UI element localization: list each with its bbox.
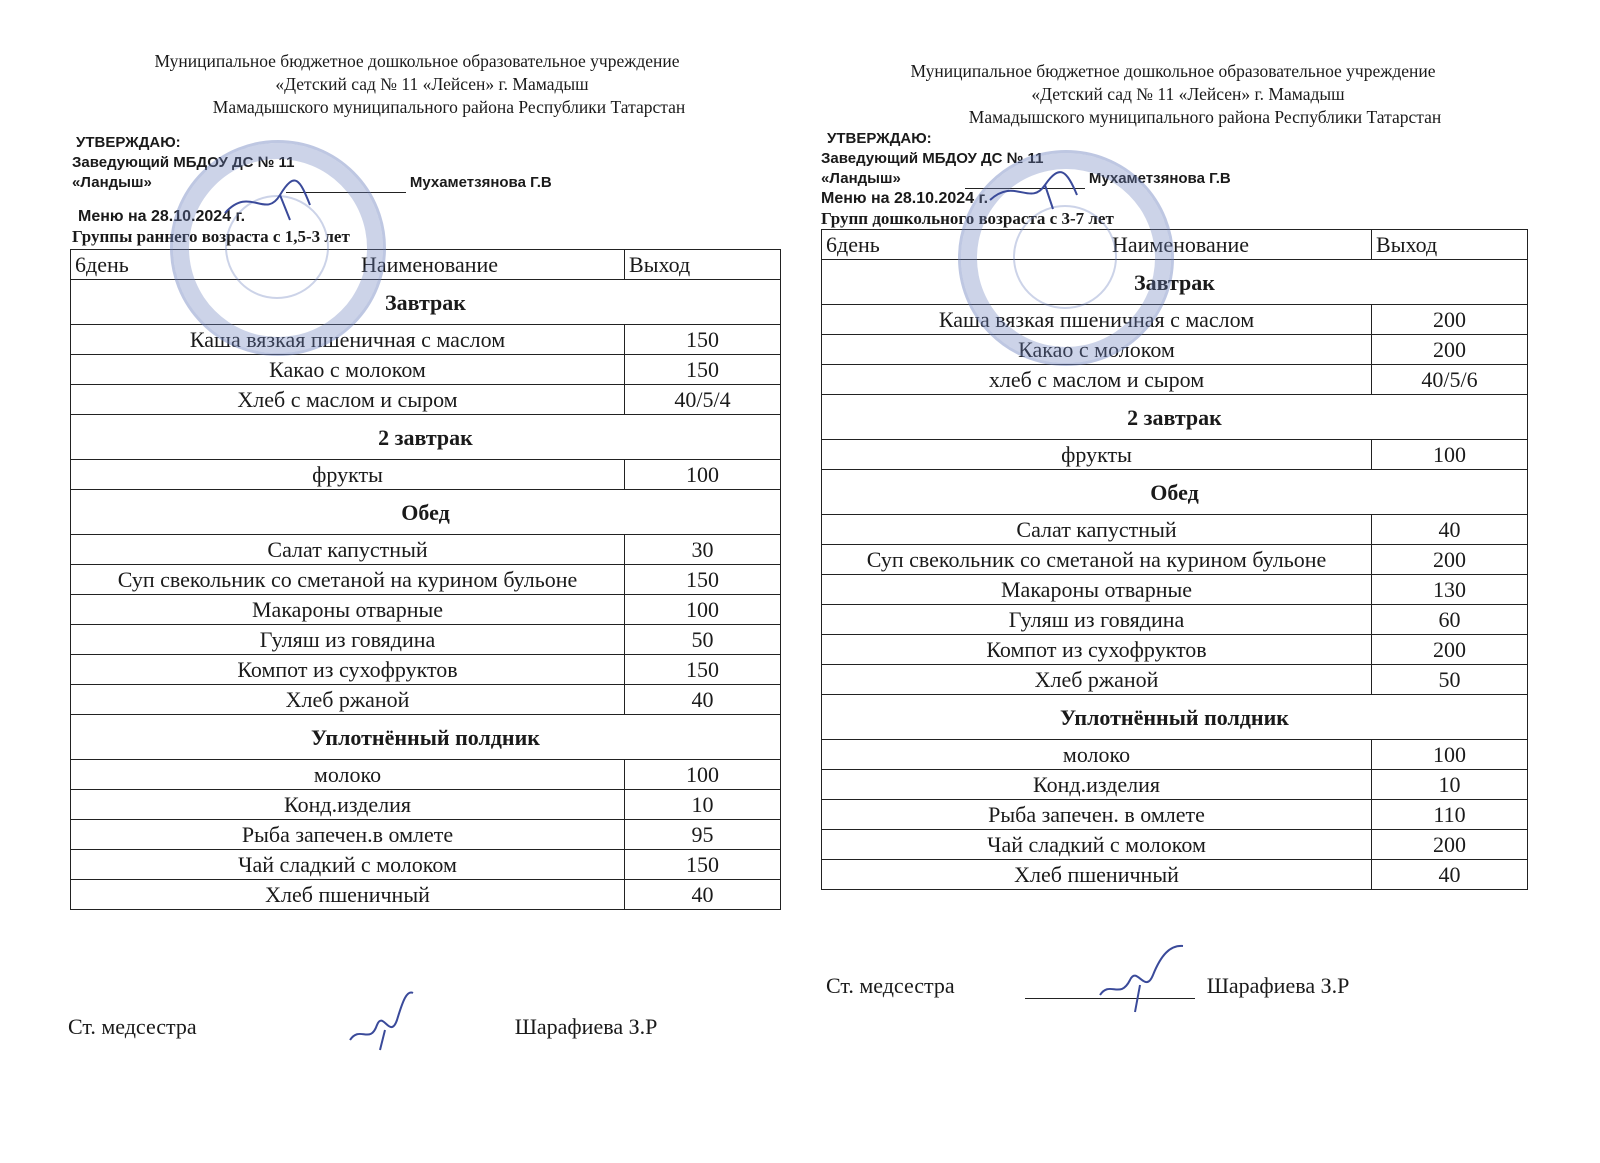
approve-position-block xyxy=(817,149,1529,189)
dish-name: Макароны отварные xyxy=(71,595,625,625)
dish-output: 60 xyxy=(1372,605,1528,635)
section-row xyxy=(71,715,781,760)
dish-name: Хлеб пшеничный xyxy=(71,880,625,910)
table-header-row xyxy=(71,250,781,280)
approve-head-name: Мухаметзянова Г.В xyxy=(1088,170,1231,187)
org-header xyxy=(64,50,770,119)
dish-output: 40 xyxy=(1372,515,1528,545)
dish-name: Компот из сухофруктов xyxy=(822,635,1372,665)
org-line-1: Муниципальное бюджетное дошкольное образовательное учреждение xyxy=(910,61,1436,81)
org-line-3: Мамадышского муниципального района Республики Татарстан xyxy=(212,97,686,117)
menu-page-early xyxy=(64,0,770,910)
table-row xyxy=(71,535,781,565)
dish-output: 200 xyxy=(1372,635,1528,665)
dish-output: 200 xyxy=(1372,830,1528,860)
dish-output: 50 xyxy=(1372,665,1528,695)
dish-name: Чай сладкий с молоком xyxy=(71,850,625,880)
dish-name: Хлеб пшеничный xyxy=(822,860,1372,890)
table-row xyxy=(822,545,1528,575)
dish-output: 95 xyxy=(625,820,781,850)
table-row xyxy=(822,335,1528,365)
dish-output: 130 xyxy=(1372,575,1528,605)
dish-output: 150 xyxy=(625,355,781,385)
table-row xyxy=(822,860,1528,890)
table-row xyxy=(822,740,1528,770)
dish-output: 40 xyxy=(625,685,781,715)
table-row xyxy=(822,665,1528,695)
org-line-2: «Детский сад № 11 «Лейсен» г. Мамадыш xyxy=(275,74,589,94)
dish-output: 200 xyxy=(1372,545,1528,575)
menu-date: Меню на 28.10.2024 г. xyxy=(78,208,246,225)
table-row xyxy=(71,760,781,790)
header-day: 6день Наименование xyxy=(822,230,1372,260)
approve-position: Заведующий МБДОУ ДС № 11 xyxy=(821,150,1044,167)
table-row xyxy=(71,565,781,595)
approve-org-name: «Ландыш» xyxy=(821,170,901,187)
table-header-row xyxy=(822,230,1528,260)
menu-group: Группы раннего возраста с 1,5-3 лет xyxy=(72,227,350,246)
dish-output: 100 xyxy=(1372,740,1528,770)
dish-name: Макароны отварные xyxy=(822,575,1372,605)
dish-output: 150 xyxy=(625,565,781,595)
menu-group: Групп дошкольного возраста с 3-7 лет xyxy=(821,209,1114,228)
dish-name: хлеб с маслом и сыром xyxy=(822,365,1372,395)
footer-role: Ст. медсестра xyxy=(826,973,955,998)
table-row xyxy=(71,685,781,715)
menu-page-preschool xyxy=(817,0,1529,890)
section-row xyxy=(822,695,1528,740)
dish-name: молоко xyxy=(71,760,625,790)
menu-table xyxy=(821,229,1528,890)
org-line-2: «Детский сад № 11 «Лейсен» г. Мамадыш xyxy=(1031,84,1345,104)
table-row xyxy=(822,305,1528,335)
section-row xyxy=(71,415,781,460)
header-name: Наименование xyxy=(1112,232,1250,257)
dish-name: Гуляш из говядина xyxy=(71,625,625,655)
table-row xyxy=(822,365,1528,395)
approve-position: Заведующий МБДОУ ДС № 11 xyxy=(72,154,295,171)
table-row xyxy=(71,820,781,850)
dish-output: 100 xyxy=(1372,440,1528,470)
approve-title: УТВЕРЖДАЮ: xyxy=(827,130,932,147)
section-title: Уплотнённый полдник xyxy=(71,715,781,760)
section-title: Завтрак xyxy=(71,280,781,325)
dish-name: Конд.изделия xyxy=(71,790,625,820)
dish-name: Салат капустный xyxy=(71,535,625,565)
menu-date: Меню на 28.10.2024 г. xyxy=(821,190,989,207)
footer-left xyxy=(68,1014,657,1040)
dish-output: 10 xyxy=(625,790,781,820)
approve-title: УТВЕРЖДАЮ: xyxy=(76,134,181,151)
table-row xyxy=(822,635,1528,665)
dish-name: Какао с молоком xyxy=(71,355,625,385)
header-day: 6день Наименование xyxy=(71,250,625,280)
dish-output: 40 xyxy=(1372,860,1528,890)
table-row xyxy=(822,605,1528,635)
dish-name: Хлеб ржаной xyxy=(822,665,1372,695)
dish-name: Какао с молоком xyxy=(822,335,1372,365)
dish-output: 10 xyxy=(1372,770,1528,800)
org-header xyxy=(817,60,1529,129)
dish-name: Компот из сухофруктов xyxy=(71,655,625,685)
approve-block xyxy=(817,129,1529,149)
table-row xyxy=(822,515,1528,545)
footer-name: Шарафиева З.Р xyxy=(1206,973,1350,998)
section-row xyxy=(822,395,1528,440)
signature-line xyxy=(286,178,406,193)
dish-name: Гуляш из говядина xyxy=(822,605,1372,635)
section-title: Завтрак xyxy=(822,260,1528,305)
section-title: Уплотнённый полдник xyxy=(822,695,1528,740)
table-row xyxy=(71,595,781,625)
dish-name: Чай сладкий с молоком xyxy=(822,830,1372,860)
dish-output: 150 xyxy=(625,850,781,880)
section-row xyxy=(71,280,781,325)
org-line-3: Мамадышского муниципального района Республики Татарстан xyxy=(968,107,1442,127)
header-out: Выход xyxy=(1372,230,1528,260)
approve-position-block xyxy=(64,153,770,193)
footer-right xyxy=(826,973,1349,999)
table-row xyxy=(71,880,781,910)
dish-output: 100 xyxy=(625,595,781,625)
dish-output: 100 xyxy=(625,760,781,790)
table-row xyxy=(71,460,781,490)
signature-line xyxy=(965,174,1085,189)
dish-name: Суп свекольник со сметаной на курином бульоне xyxy=(71,565,625,595)
dish-output: 110 xyxy=(1372,800,1528,830)
dish-name: Суп свекольник со сметаной на курином бульоне xyxy=(822,545,1372,575)
table-row xyxy=(71,850,781,880)
section-row xyxy=(822,260,1528,305)
approve-org-name: «Ландыш» xyxy=(72,174,152,191)
approve-block xyxy=(64,133,770,153)
org-line-1: Муниципальное бюджетное дошкольное образовательное учреждение xyxy=(154,51,680,71)
footer-role: Ст. медсестра xyxy=(68,1014,197,1039)
dish-output: 40/5/6 xyxy=(1372,365,1528,395)
menu-table xyxy=(70,249,781,910)
section-row xyxy=(822,470,1528,515)
header-name: Наименование xyxy=(361,252,499,277)
dish-name: Каша вязкая пшеничная с маслом xyxy=(71,325,625,355)
section-title: Обед xyxy=(71,490,781,535)
dish-output: 100 xyxy=(625,460,781,490)
dish-output: 200 xyxy=(1372,305,1528,335)
dish-name: Рыба запечен. в омлете xyxy=(822,800,1372,830)
dish-name: фрукты xyxy=(822,440,1372,470)
table-row xyxy=(71,355,781,385)
section-row xyxy=(71,490,781,535)
section-title: Обед xyxy=(822,470,1528,515)
dish-output: 40 xyxy=(625,880,781,910)
dish-output: 50 xyxy=(625,625,781,655)
table-row xyxy=(822,770,1528,800)
nurse-signature-line xyxy=(1025,978,1195,999)
table-row xyxy=(71,790,781,820)
dish-name: Конд.изделия xyxy=(822,770,1372,800)
table-row xyxy=(822,830,1528,860)
dish-name: Хлеб с маслом и сыром xyxy=(71,385,625,415)
dish-name: Каша вязкая пшеничная с маслом xyxy=(822,305,1372,335)
dish-name: фрукты xyxy=(71,460,625,490)
dish-output: 150 xyxy=(625,325,781,355)
footer-name: Шарафиева З.Р xyxy=(514,1014,658,1039)
table-row xyxy=(71,655,781,685)
section-title: 2 завтрак xyxy=(71,415,781,460)
dish-name: Хлеб ржаной xyxy=(71,685,625,715)
table-row xyxy=(822,440,1528,470)
dish-output: 40/5/4 xyxy=(625,385,781,415)
dish-output: 30 xyxy=(625,535,781,565)
table-row xyxy=(71,625,781,655)
dish-name: Рыба запечен.в омлете xyxy=(71,820,625,850)
dish-name: Салат капустный xyxy=(822,515,1372,545)
section-title: 2 завтрак xyxy=(822,395,1528,440)
table-row xyxy=(822,575,1528,605)
dish-name: молоко xyxy=(822,740,1372,770)
table-row xyxy=(71,385,781,415)
dish-output: 200 xyxy=(1372,335,1528,365)
dish-output: 150 xyxy=(625,655,781,685)
header-out: Выход xyxy=(625,250,781,280)
approve-head-name: Мухаметзянова Г.В xyxy=(409,174,552,191)
table-row xyxy=(71,325,781,355)
table-row xyxy=(822,800,1528,830)
